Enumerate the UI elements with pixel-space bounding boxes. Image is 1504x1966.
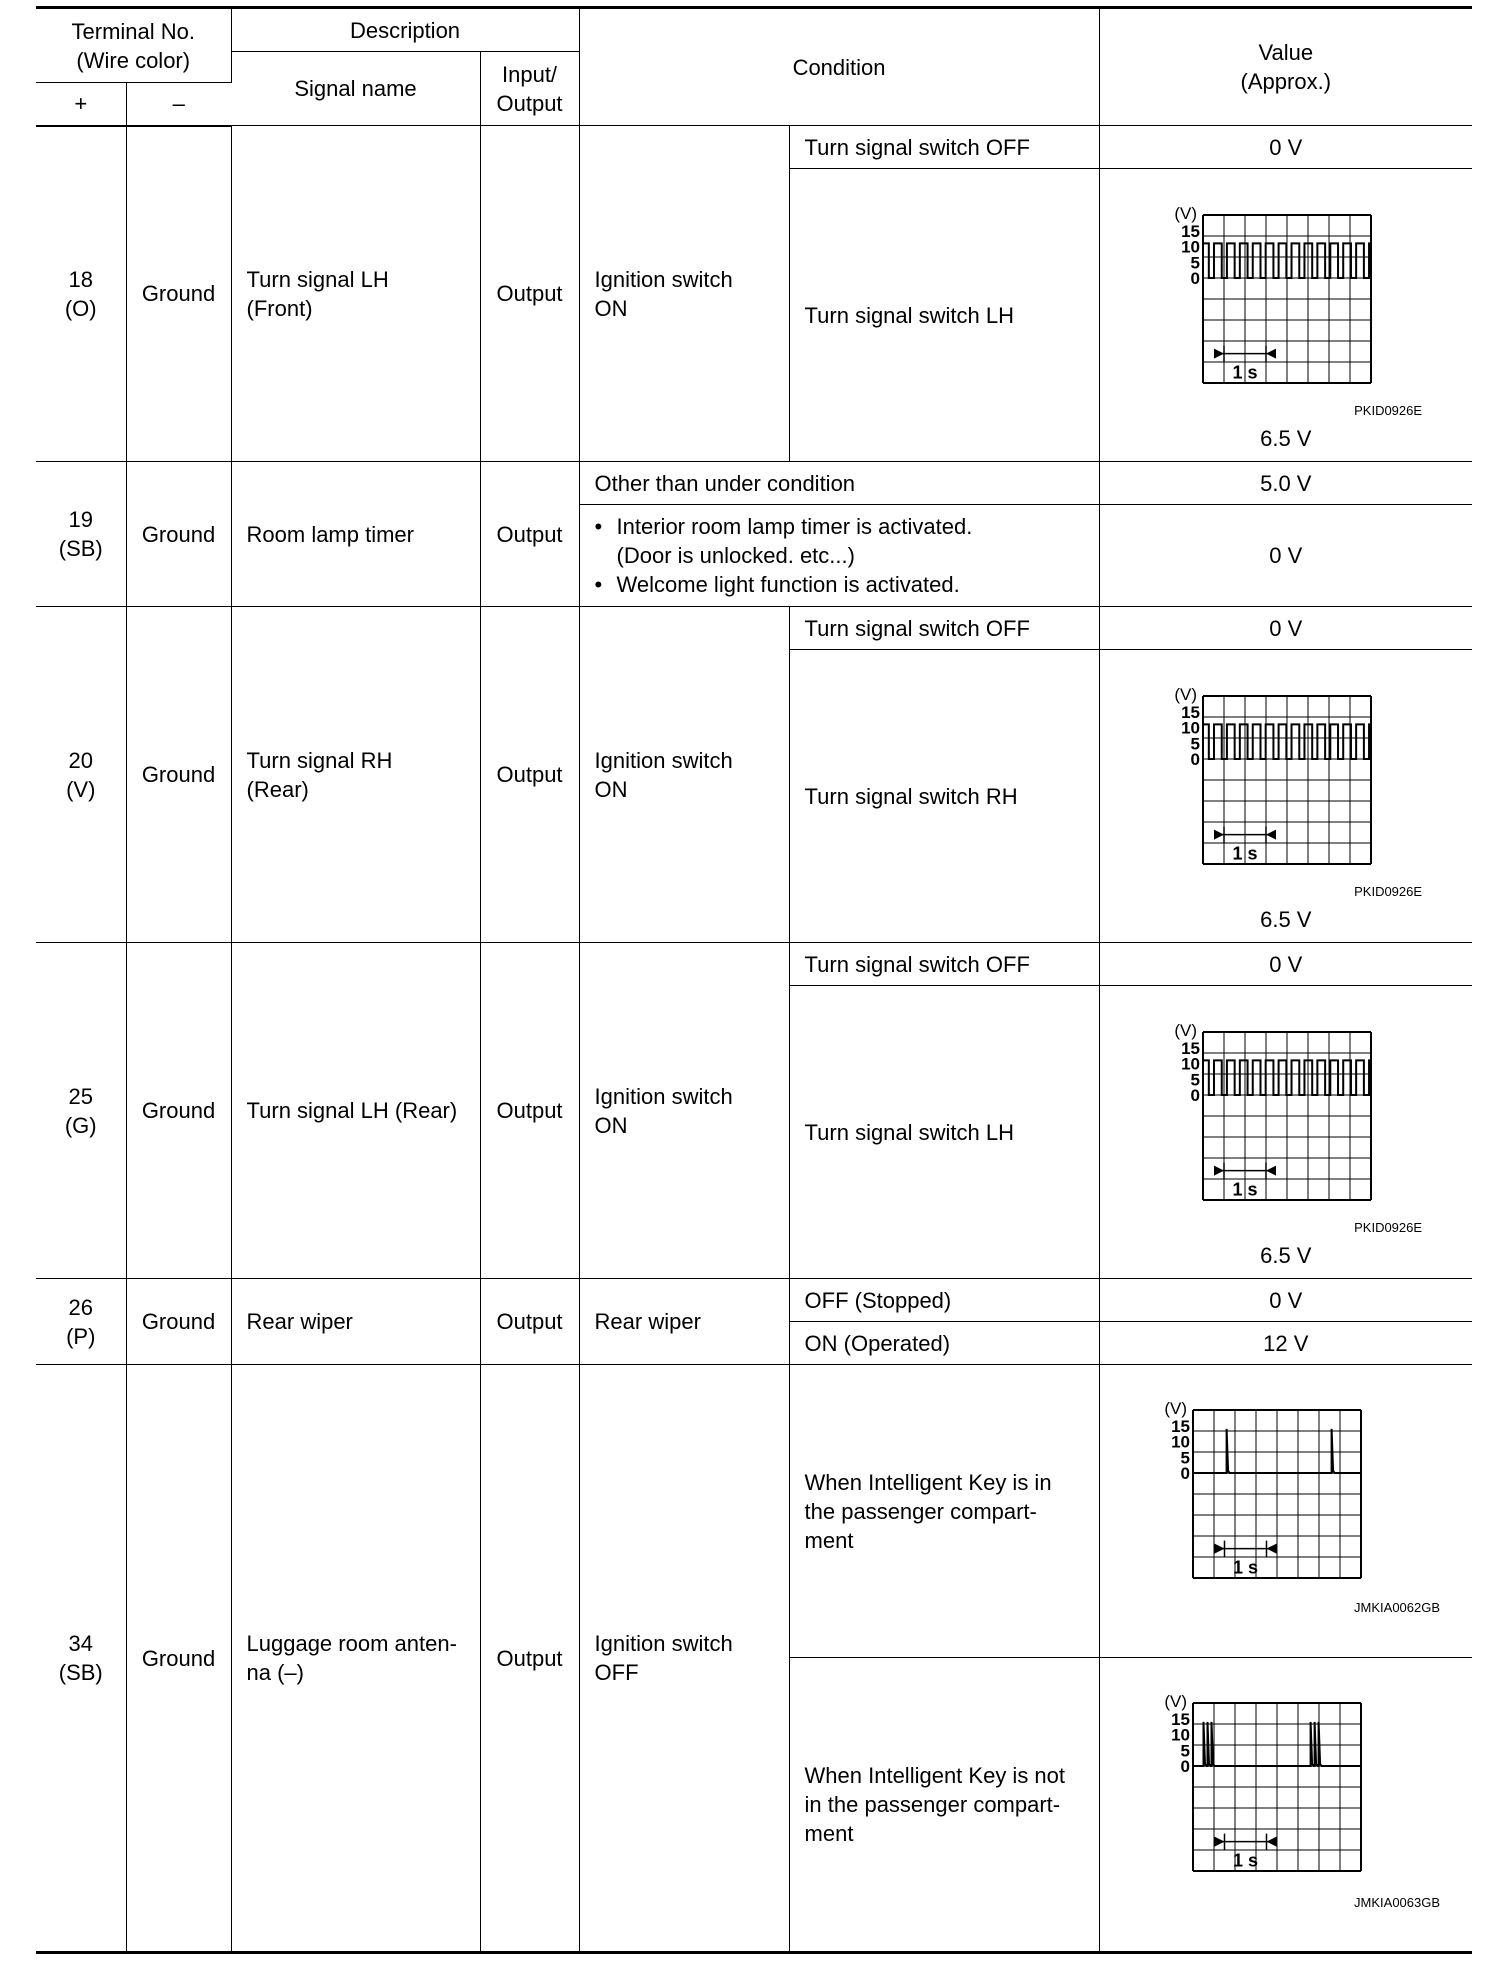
axis-tick-label: 10 <box>1180 718 1200 738</box>
condition-sub: Turn signal switch OFF <box>789 607 1099 650</box>
value-cell <box>1099 650 1472 943</box>
value-cell <box>1099 1365 1472 1658</box>
waveform-trace <box>1203 243 1371 278</box>
condition-sub: Turn signal switch OFF <box>789 126 1099 169</box>
turn-signal-waveform <box>1171 1024 1401 1214</box>
axis-tick-label: 10 <box>1180 1054 1200 1074</box>
signal-name-header: Signal name <box>231 52 480 126</box>
scale-label: 1 s <box>1232 1850 1258 1871</box>
value-cell: 12 V <box>1099 1322 1472 1365</box>
condition-sub: Turn signal switch RH <box>789 650 1099 943</box>
terminal-number: 18 (O) <box>36 126 126 462</box>
axis-tick-label: 10 <box>1170 1725 1190 1745</box>
axis-tick-label: 5 <box>1190 253 1200 273</box>
ground-cell: Ground <box>126 1365 231 1953</box>
pinout-table-page <box>36 6 1472 1966</box>
axis-tick-label: 5 <box>1190 734 1200 754</box>
scale-arrow <box>1214 1544 1224 1554</box>
io-cell: Output <box>480 1279 579 1365</box>
axis-tick-label: 10 <box>1180 237 1200 257</box>
axis-unit: (V) <box>1174 688 1197 704</box>
value-cell: 0 V <box>1099 505 1472 607</box>
description-header: Description <box>231 8 579 52</box>
waveform-trace <box>1203 724 1371 759</box>
value-cell <box>1099 169 1472 462</box>
signal-name: Turn signal LH (Front) <box>231 126 480 462</box>
axis-tick-label: 0 <box>1180 1757 1190 1776</box>
value-text: 6.5 V <box>1260 907 1312 932</box>
scale-label: 1 s <box>1232 362 1258 383</box>
condition-sub: When Intelligent Key is in the passenger compart- ment <box>789 1365 1099 1658</box>
signal-name: Rear wiper <box>231 1279 480 1365</box>
scale-arrow <box>1266 830 1276 840</box>
plus-header: + <box>36 83 126 126</box>
io-cell: Output <box>480 1365 579 1953</box>
scale-label: 1 s <box>1232 1179 1258 1200</box>
value-cell: 5.0 V <box>1099 462 1472 505</box>
scale-arrow <box>1214 1166 1224 1176</box>
scale-arrow <box>1214 830 1224 840</box>
value-text: 6.5 V <box>1260 1243 1312 1268</box>
io-cell: Output <box>480 462 579 607</box>
terminal-no-header: Terminal No. (Wire color) <box>36 8 231 83</box>
axis-tick-label: 0 <box>1180 1464 1190 1483</box>
axis-tick-label: 15 <box>1170 1416 1190 1436</box>
table-row <box>36 607 1472 650</box>
value-cell: 0 V <box>1099 126 1472 169</box>
condition-sub: OFF (Stopped) <box>789 1279 1099 1322</box>
figure-id: PKID0926E <box>1354 884 1423 899</box>
terminal-number: 20 (V) <box>36 607 126 943</box>
ground-cell: Ground <box>126 462 231 607</box>
axis-unit: (V) <box>1164 1695 1187 1711</box>
terminal-number: 25 (G) <box>36 943 126 1279</box>
axis-tick-label: 15 <box>1180 1038 1200 1058</box>
condition-main: Ignition switch ON <box>579 943 789 1279</box>
condition-main: Rear wiper <box>579 1279 789 1365</box>
axis-tick-label: 15 <box>1180 702 1200 722</box>
antenna-waveform-not-in <box>1161 1695 1411 1885</box>
axis-tick-label: 5 <box>1190 1070 1200 1090</box>
turn-signal-waveform <box>1171 688 1401 878</box>
value-cell: 0 V <box>1099 1279 1472 1322</box>
value-header: Value (Approx.) <box>1099 8 1472 126</box>
terminal-number: 34 (SB) <box>36 1365 126 1953</box>
scale-label: 1 s <box>1232 843 1258 864</box>
axis-tick-label: 10 <box>1170 1432 1190 1452</box>
signal-name: Room lamp timer <box>231 462 480 607</box>
axis-tick-label: 15 <box>1180 221 1200 241</box>
condition-sub: Other than under condition <box>579 462 1099 505</box>
scale-arrow <box>1266 1166 1276 1176</box>
condition-sub: Turn signal switch LH <box>789 986 1099 1279</box>
antenna-waveform-in <box>1161 1402 1411 1592</box>
axis-unit: (V) <box>1174 1024 1197 1040</box>
value-cell: 0 V <box>1099 607 1472 650</box>
ground-cell: Ground <box>126 943 231 1279</box>
axis-unit: (V) <box>1164 1402 1187 1418</box>
figure-id: PKID0926E <box>1354 1220 1423 1235</box>
ground-cell: Ground <box>126 607 231 943</box>
figure-id: JMKIA0063GB <box>1354 1895 1441 1910</box>
figure-id: JMKIA0062GB <box>1354 1600 1441 1615</box>
condition-sub: Turn signal switch LH <box>789 169 1099 462</box>
axis-tick-label: 0 <box>1190 1086 1200 1105</box>
table-row <box>36 1365 1472 1658</box>
io-cell: Output <box>480 607 579 943</box>
terminal-table <box>36 6 1472 1954</box>
axis-unit: (V) <box>1174 207 1197 223</box>
condition-main: Ignition switch ON <box>579 126 789 462</box>
table-row <box>36 462 1472 505</box>
scale-arrow <box>1266 1544 1276 1554</box>
scale-arrow <box>1214 1837 1224 1847</box>
scale-label: 1 s <box>1232 1557 1258 1578</box>
scale-arrow <box>1266 1837 1276 1847</box>
axis-tick-label: 5 <box>1180 1448 1190 1468</box>
turn-signal-waveform <box>1171 207 1401 397</box>
minus-header: – <box>126 83 231 126</box>
table-row <box>36 1279 1472 1322</box>
condition-main: Ignition switch ON <box>579 607 789 943</box>
figure-id: PKID0926E <box>1354 403 1423 418</box>
table-row <box>36 126 1472 169</box>
value-text: 6.5 V <box>1260 426 1312 451</box>
io-cell: Output <box>480 943 579 1279</box>
signal-name: Luggage room anten- na (–) <box>231 1365 480 1953</box>
condition-bullets: • Interior room lamp timer is activated. (Door is unlocked. etc...) • Welcome light function is activated. <box>579 505 1099 607</box>
table-row <box>36 943 1472 986</box>
condition-sub: Turn signal switch OFF <box>789 943 1099 986</box>
axis-tick-label: 0 <box>1190 750 1200 769</box>
ground-cell: Ground <box>126 126 231 462</box>
signal-name: Turn signal RH (Rear) <box>231 607 480 943</box>
terminal-number: 26 (P) <box>36 1279 126 1365</box>
ground-cell: Ground <box>126 1279 231 1365</box>
condition-sub: ON (Operated) <box>789 1322 1099 1365</box>
io-cell: Output <box>480 126 579 462</box>
waveform-trace <box>1203 1060 1371 1095</box>
condition-header: Condition <box>579 8 1099 126</box>
value-cell: 0 V <box>1099 943 1472 986</box>
scale-arrow <box>1266 349 1276 359</box>
scale-arrow <box>1214 349 1224 359</box>
value-cell <box>1099 1658 1472 1953</box>
condition-main: Ignition switch OFF <box>579 1365 789 1953</box>
axis-tick-label: 15 <box>1170 1709 1190 1729</box>
axis-tick-label: 5 <box>1180 1741 1190 1761</box>
value-cell <box>1099 986 1472 1279</box>
terminal-number: 19 (SB) <box>36 462 126 607</box>
condition-sub: When Intelligent Key is not in the passenger compart- ment <box>789 1658 1099 1953</box>
input-output-header: Input/ Output <box>480 52 579 126</box>
axis-tick-label: 0 <box>1190 269 1200 288</box>
signal-name: Turn signal LH (Rear) <box>231 943 480 1279</box>
